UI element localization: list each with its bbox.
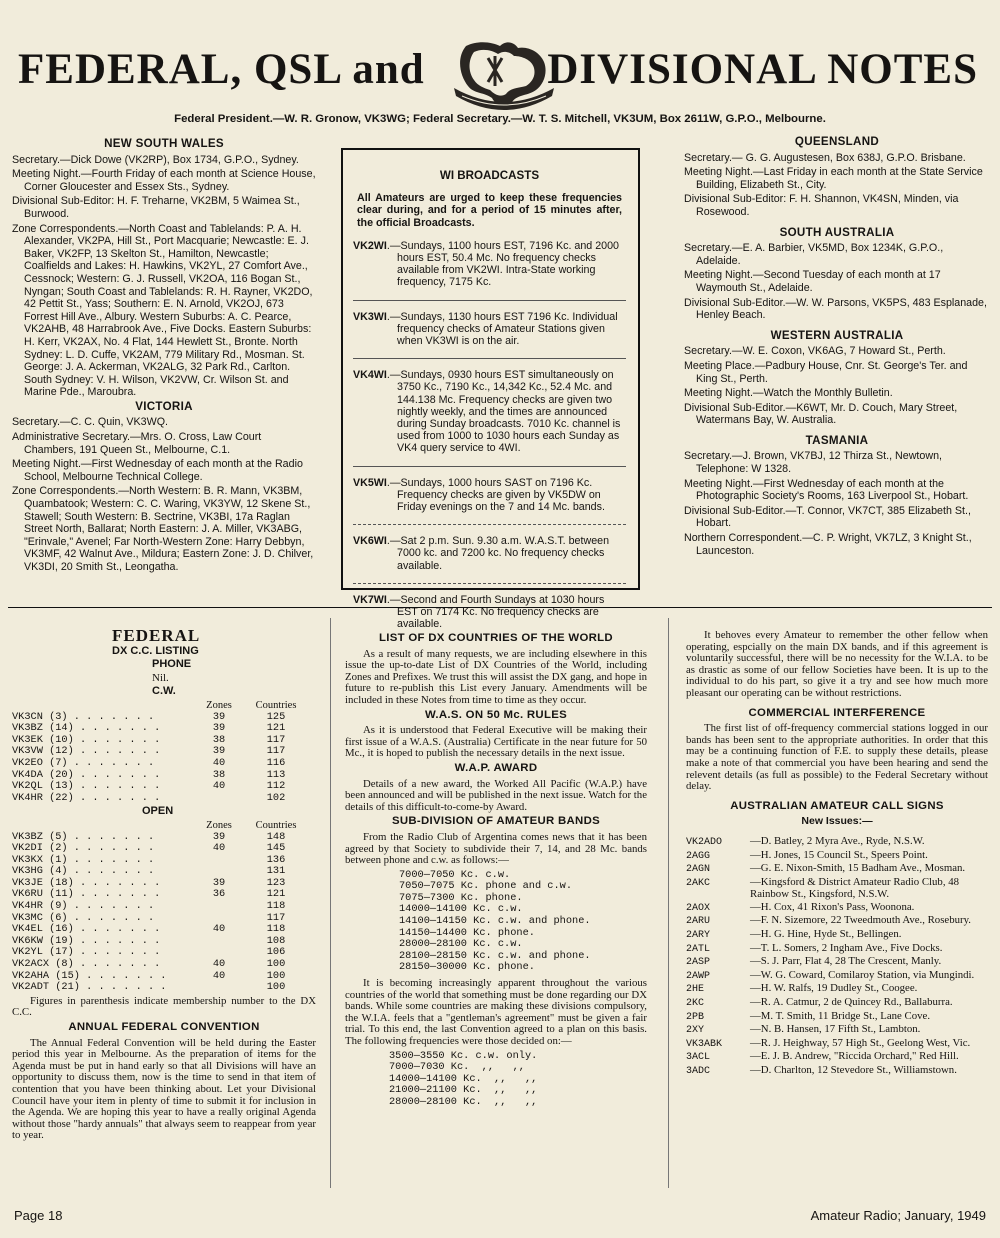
callsign-entry: VK3ABK —R. J. Heighway, 57 High St., Geelong West, Vic. [686,1036,971,1050]
callsign-entry: 2AGG —H. Jones, 15 Council St., Speers Point. [686,848,928,862]
wap-heading: W.A.P. AWARD [454,761,538,774]
callsign-entry: 2ARU —F. N. Sizemore, 22 Tweedmouth Ave., Rosebury. [686,914,971,928]
table-row: VK3EK (10) . . . . . . . 38 117 [12,733,286,746]
wap-text: Details of a new award, the Worked All Pacific (W.A.P.) have been announced and will be published in the next issue. Watch for the details of this difficult-to-come-by Award. [345,777,647,813]
table-row: VK3BZ (14) . . . . . . . 39 121 [12,722,286,735]
dx-column [345,630,647,1113]
table-row: VK2YL (17) . . . . . . . 106 [12,946,286,959]
open-table [12,820,306,994]
tas-subeditor: Divisional Sub-Editor.—T. Connor, VK7CT, 385 Elizabeth St., Hobart. [684,504,971,530]
cw-label: C.W. [152,685,176,698]
table-row: VK3VW (12) . . . . . . . 39 117 [12,745,286,758]
table-row: VK2AHA (15) . . . . . . . 40 100 [12,969,286,982]
callsign-entry: 3ACL —E. J. B. Andrew, "Riccida Orchard," Red Hill. [686,1050,959,1064]
was-heading: W.A.S. ON 50 Mc. RULES [424,708,568,721]
qld-secretary: Secretary.— G. G. Augustesen, Box 638J, G.P.O. Brisbane. [684,151,966,164]
title-right: DIVISIONAL NOTES [547,46,978,93]
tas-secretary: Secretary.—J. Brown, VK7BJ, 12 Thirza St., Newtown, Telephone: W 1328. [684,450,942,476]
callsign-entry: VK2ADO —D. Batley, 2 Myra Ave., Ryde, N.S.W. [686,834,925,848]
table-row: VK6KW (19) . . . . . . . 108 [12,934,286,947]
commercial-text: The first list of off-frequency commercial stations logged in our bands has been sent to the appropriate authorities. In order that this may be a continuing function of F.E. to supply these details, please make a note of that commercial you have been hearing and send the relevent details (as full as possible) to the Federal Secretary without delay. [686,722,988,793]
open-label: OPEN [142,805,174,818]
callsign-entry: 2AOX —H. Cox, 41 Rixon's Pass, Woonona. [686,900,915,914]
states-column [684,134,990,559]
table-row: VK4EL (16) . . . . . . . 40 118 [12,923,286,936]
vic-secretary: Secretary.—C. C. Quin, VK3WQ. [12,416,168,429]
issue-info: Amateur Radio; January, 1949 [810,1208,986,1223]
table-header: Zones Countries [206,699,297,711]
argentina-bands: 7000—7050 Kc. c.w. 7050—7075 Kc. phone and c.w. 7075—7300 Kc. phone. 14000—14100 Kc. c.w. 14100—14150 Kc. c.w. and phone. 14150—14400 Kc. phone. 28000—28100 Kc. c.w. 28100—28150 Kc. c.w. and phone. 28150—30000 Kc. phone. [399,868,591,974]
convention-heading: ANNUAL FEDERAL CONVENTION [68,1021,260,1033]
subdivision-text: From the Radio Club of Argentina comes news that it has been agreed by that Society to subdivide their 7, 14, and 28 Mc. bands between phone and c.w. as follows:— [345,830,647,867]
broadcast-entry: VK2WI.—Sundays, 1100 hours EST, 7196 Kc. and 2000 hours EST, 50.4 Mc. No frequency checks available from VK2WI. Intra-State working frequency, 7175 Kc. [353,239,619,289]
right-column [686,630,988,1079]
callsign-entry: 2ARY —H. G. Hine, Hyde St., Bellingen. [686,928,902,942]
wa-heading: WESTERN AUSTRALIA [770,328,904,342]
vic-zones: Zone Correspondents.—North Western: B. R. Mann, VK3BM, Quambatook; Western: C. C. Waring, VK3YW, 12 Skene St., Stawell; South Western: B. Sectrine, VK3BI, 17a Raglan Street North, Ballarat; North Eastern: J. A. Miller, VK3ABG, "Erinvale," Avenel; Far North-Western Zone: Harry Debbyn, VK3MF, 42 Walnut Ave., Mildura; Eastern Zone: J. D. Chilver, VK3DI, 20 Smith St., Leongatha. [12,485,314,573]
section-divider [8,607,992,608]
table-row: VK3JE (18) . . . . . . . 39 123 [12,876,286,889]
table-row: VK2DI (2) . . . . . . . 40 145 [12,842,286,855]
table-row: VK2ACX (8) . . . . . . . 40 100 [12,958,286,971]
table-row: VK2QL (13) . . . . . . . 40 112 [12,780,286,793]
federal-officers: Federal President.—W. R. Gronow, VK3WG; Federal Secretary.—W. T. S. Mitchell, VK3UM, Box 2611W, G.P.O., Melbourne. [174,113,826,125]
was-text: As it is understood that Federal Executive will be making their first issue of a W.A.S. (Australia) Certificate in the near future for 50 Mc., it is hoped to publish the necessary details in the next issue. [345,724,647,760]
phone-label: PHONE [152,658,192,671]
column-rule [668,618,669,1188]
agreement-continuation: It behoves every Amateur to remember the other fellow when operating, espcially on the main DX bands, and if this agreement is voluntarily successful, there will be no necessity for the W.I.A. to be as drastic as some of our fellow Societies have been. It is up to the individual to do his part, so give it a try and see how much more pleasant our operating can be without restrictions. [686,629,988,699]
page-number: Page 18 [14,1208,63,1223]
commercial-heading: COMMERCIAL INTERFERENCE [748,706,926,719]
agreement-text: It is becoming increasingly apparent throughout the various countries of the world that something must be done regarding our DX bands. While some countries are making these divisions compulsory, the W.I.A. feels that a "gentleman's agreement" must be given a fair trial. To this end, the last Convention agreed to a plan on this basis. The following frequencies were those decided on:— [345,977,647,1047]
table-row: VK4DA (20) . . . . . . . 38 113 [12,768,286,781]
broadcast-entry: VK6WI.—Sat 2 p.m. Sun. 9.30 a.m. W.A.S.T. between 7000 kc. and 7200 kc. No frequency checks available. [353,535,610,572]
sa-heading: SOUTH AUSTRALIA [779,225,895,239]
wi-broadcasts-box [341,148,640,631]
nsw-vic-column [12,136,316,576]
tas-northern: Northern Correspondent.—C. P. Wright, VK7LZ, 3 Knight St., Launceston. [684,532,972,557]
dxcc-note: Figures in parenthesis indicate membership number to the DX C.C. [12,994,316,1019]
callsign-entry: 2XY —N. B. Hansen, 17 Fifth St., Lambton. [686,1023,921,1037]
dxcc-heading: DX C.C. LISTING [112,644,199,657]
callsign-entry: 2PB —M. T. Smith, 11 Bridge St., Lane Cove. [686,1009,931,1023]
cw-table [12,700,306,804]
table-row: VK3CN (3) . . . . . . . 39 125 [12,710,286,723]
dxlist-text: As a result of many requests, we are including elsewhere in this issue the up-to-date List of DX Countries of the World, including Zones and Prefixes. We trust this will assist the DX gang, and hope in future to re-publish this List every January. Amendments will be included in these Notes from time to time as they occur. [345,647,647,706]
wa-secretary: Secretary.—W. E. Coxon, VK6AG, 7 Howard St., Perth. [684,345,946,358]
table-row: VK3KX (1) . . . . . . . 136 [12,853,286,866]
qld-meeting: Meeting Night.—Last Friday in each month at the State Service Building, Elizabeth St., City. [684,166,983,191]
callsign-entry: 2HE —H. W. Ralfs, 19 Dudley St., Coogee. [686,982,918,996]
column-rule [330,618,331,1188]
callsign-entry: 2AGN —G. E. Nixon-Smith, 15 Badham Ave., Mosman. [686,862,966,876]
sa-subeditor: Divisional Sub-Editor.—W. W. Parsons, VK5PS, 483 Esplanade, Henley Beach. [684,296,987,322]
table-row: VK6RU (11) . . . . . . . 36 121 [12,888,286,901]
table-row: VK3BZ (5) . . . . . . . 39 148 [12,830,286,843]
new-issues-label: New Issues:— [801,815,873,828]
qld-heading: QUEENSLAND [794,135,880,148]
table-row: VK3HG (4) . . . . . . . 131 [12,865,286,878]
nsw-secretary: Secretary.—Dick Dowe (VK2RP), Box 1734, G.P.O., Sydney. [12,153,299,166]
table-row: VK2EO (7) . . . . . . . 40 116 [12,756,286,769]
vic-meeting: Meeting Night.—First Wednesday of each month at the Radio School, Melbourne Technical College. [12,458,303,483]
table-row: VK2ADT (21) . . . . . . . 100 [12,981,286,994]
dxlist-heading: LIST OF DX COUNTRIES OF THE WORLD [379,632,613,644]
federal-heading: FEDERAL [112,626,201,645]
nsw-heading: NEW SOUTH WALES [104,137,224,150]
callsign-list [686,836,988,1078]
convention-text: The Annual Federal Convention will be held during the Easter period this year in Melbourne. As the preparation of items for the Agenda must be put in hand early so that all Divisions will have an opportunity to discuss them, now is the time to send in that item of contention that you have been thinking about. Let your Divisional Council have your item in plenty of time to submit it for inclusion in the Agenda. We are hoping this year to have a really original Agenda without those "hardy annuals" that always seem to reappear from year to year. [12,1036,316,1142]
tas-meeting: Meeting Night.—First Wednesday of each month at the Photographic Society's Rooms, 163 Liverpool St., Hobart. [684,477,969,503]
sa-meeting: Meeting Night.—Second Tuesday of each month at 17 Waymouth St., Adelaide. [684,269,941,294]
agreed-bands: 3500—3550 Kc. c.w. only. 7000—7030 Kc. ,, ,, 14000—14100 Kc. ,, ,, 21000—21100 Kc. ,, ,, 28000—28100 Kc. ,, ,, [389,1049,538,1108]
broadcasts-intro: All Amateurs are urged to keep these frequencies clear during, and for a period of 15 minutes after, the official Broadcasts. [357,192,622,229]
callsign-entry: 2AWP —W. G. Coward, Comilaroy Station, via Mungindi. [686,968,975,982]
callsign-entry: 2ATL —T. L. Somers, 2 Ingham Ave., Five Docks. [686,941,943,955]
nsw-meeting: Meeting Night.—Fourth Friday of each month at Science House, Corner Gloucester and Essex Sts., Sydney. [12,168,316,193]
broadcast-entry: VK3WI.—Sundays, 1130 hours EST 7196 Kc. Individual frequency checks of Amateur Stations given when VK3WI is on the air. [353,310,618,348]
wia-emblem [448,32,560,116]
vic-admin: Administrative Secretary.—Mrs. O. Cross, Law Court Chambers, 191 Queen St., Melbourne, C.1. [12,431,262,456]
callsign-entry: 2AKC —Kingsford & District Amateur Radio Club, 48 Rainbow St., Kingsford, N.S.W. [686,875,960,901]
subdivision-heading: SUB-DIVISION OF AMATEUR BANDS [391,815,601,828]
table-row: VK4HR (22) . . . . . . . 102 [12,791,286,804]
table-row: VK3MC (6) . . . . . . . 117 [12,911,286,924]
broadcast-entry: VK4WI.—Sundays, 0930 hours EST simultaneously on 3750 Kc., 7190 Kc., 14,342 Kc., 52.4 Mc. and 144.138 Mc. Frequency checks are given two nightly weekly, and the times are announced during Sunday broadcasts. 7010 Kc. channel is used from 1000 to 1030 hours each Sunday as VK4 query service to 4WI. [353,369,621,455]
table-header: Zones Countries [206,819,297,831]
nsw-subeditor: Divisional Sub-Editor: H. F. Treharne, VK2BM, 5 Waimea St., Burwood. [12,195,300,220]
table-row: VK4HR (9) . . . . . . . 118 [12,900,286,913]
nsw-zones: Zone Correspondents.—North Coast and Tablelands: P. A. H. Alexander, VK2PA, Hill St., Port Macquarie; Newcastle: E. J. Baker, VK2FP, 13 Skelton St., Hamilton, Newcastle; Coalfields and Lakes: H. Hawkins, VK2YL, 27 Comfort Ave., Cessnock; Western: G. J. Russell, VK2OA, 116 Bogan St., Nyngan; South Coast and Tablelands: R. H. Rayner, VK2DO, 42 Pettit St., Yass; Southern: E. N. Arnold, VK2OJ, 673 Forrest Hill Ave., Albury. Western Suburbs: A. C. Pearce, VK2AHB, 48 Harrabrook Ave., Five Docks. Eastern Suburbs: H. Kerr, VK2AX, No. 4 Flat, 144 Hewlett St., Bronte. North Sydney: L. D. Cuffe, VK2AM, 779 Military Rd., Mosman. St. George: J. A. Ackerman, VK2ALG, 32 Park Rd., Carlton. South Sydney: V. H. Wilson, VK2VW, Cr. Wilson St. and Marine Pde., Maroubra. [12,222,313,399]
callsign-entry: 2KC —R. A. Catmur, 2 de Quincey Rd., Ballaburra. [686,996,953,1010]
vic-heading: VICTORIA [135,399,193,413]
sa-secretary: Secretary.—E. A. Barbier, VK5MD, Box 1234K, G.P.O., Adelaide. [684,242,944,267]
wa-subeditor: Divisional Sub-Editor.—K6WT, Mr. D. Couch, Mary Street, Watermans Bay, W. Australia. [684,401,958,427]
callsign-entry: 2ASP —S. J. Parr, Flat 4, 28 The Crescent, Manly. [686,955,942,969]
broadcasts-heading: WI BROADCASTS [439,169,540,182]
wa-place: Meeting Place.—Padbury House, Cnr. St. George's Ter. and King St., Perth. [684,359,968,385]
title-banner [12,42,988,98]
tas-heading: TASMANIA [805,433,869,447]
broadcast-entry: VK5WI.—Sundays, 1000 hours SAST on 7196 Kc. Frequency checks are given by VK5DW on Friday evenings on the 7 and 14 Mc. bands. [353,476,605,514]
callsigns-heading: AUSTRALIAN AMATEUR CALL SIGNS [730,799,944,812]
broadcast-entry: VK7WI.—Second and Fourth Sundays at 1030 hours EST on 7174 Kc. No frequency checks are available. [353,593,605,631]
qld-subeditor: Divisional Sub-Editor: F. H. Shannon, VK4SN, Minden, via Rosewood. [684,193,959,218]
callsign-entry: 3ADC —D. Charlton, 12 Stevedore St., Williamstown. [686,1064,957,1077]
federal-column [12,626,316,1145]
wa-meeting: Meeting Night.—Watch the Monthly Bulletin. [684,387,893,400]
phone-nil: Nil. [152,671,169,684]
title-left: FEDERAL, QSL and [18,46,425,93]
